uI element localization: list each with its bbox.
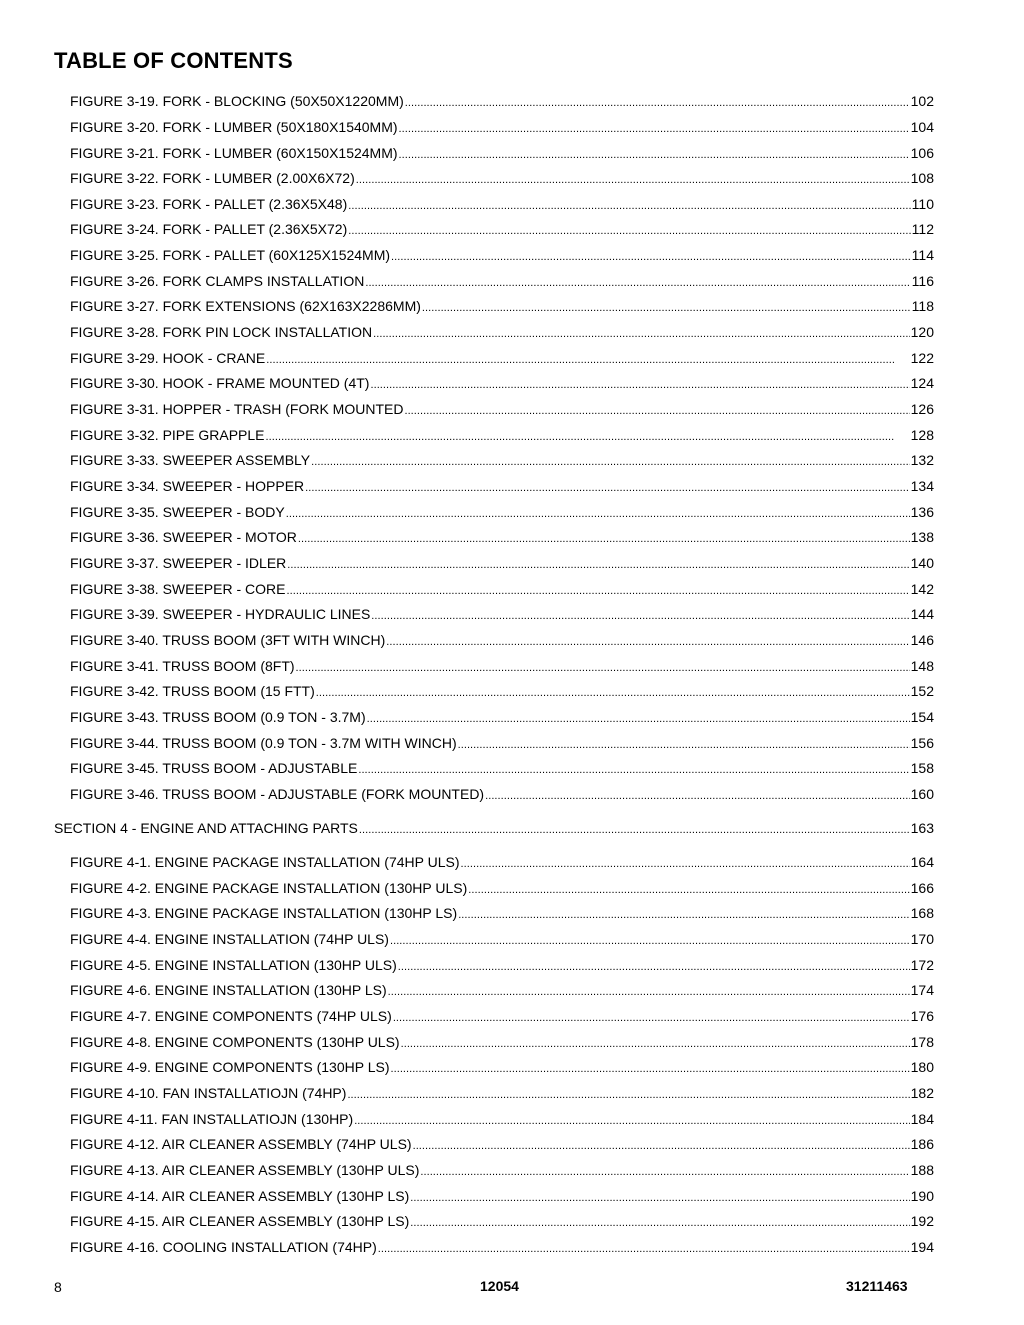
toc-entry-page: 138 [910, 529, 934, 545]
toc-entry[interactable] [70, 657, 934, 677]
toc-entry-page: 180 [910, 1059, 934, 1075]
dot-leader [347, 1086, 909, 1104]
toc-entry-page: 146 [910, 632, 934, 648]
toc-entry-page: 190 [910, 1188, 934, 1204]
toc-entry[interactable] [70, 853, 934, 873]
toc-entry[interactable] [70, 1238, 934, 1258]
toc-entry-page: 134 [910, 478, 934, 494]
dot-leader [286, 505, 910, 523]
page-title: TABLE OF CONTENTS [54, 48, 293, 73]
toc-entry[interactable] [70, 1110, 934, 1130]
dot-leader [266, 351, 909, 369]
toc-entry-page: 124 [910, 375, 934, 391]
toc-entry-page: 158 [910, 760, 934, 776]
toc-entry-page: 172 [910, 957, 934, 973]
toc-entry-label: FIGURE 4-15. AIR CLEANER ASSEMBLY (130HP LS) [70, 1213, 410, 1229]
toc-entry-page: 106 [910, 145, 934, 161]
toc-entry-page: 104 [910, 119, 934, 135]
toc-entry-label: FIGURE 4-6. ENGINE INSTALLATION (130HP LS) [70, 982, 387, 998]
dot-leader [287, 556, 909, 574]
toc-entry-label: FIGURE 4-4. ENGINE INSTALLATION (74HP ULS) [70, 931, 389, 947]
toc-entry-label: FIGURE 4-14. AIR CLEANER ASSEMBLY (130HP LS) [70, 1188, 410, 1204]
toc-entry-page: 156 [910, 735, 934, 751]
dot-leader [485, 787, 910, 805]
toc-entry-label: FIGURE 3-24. FORK - PALLET (2.36X5X72) [70, 221, 348, 237]
dot-leader [401, 1035, 910, 1053]
toc-entry-page: 188 [910, 1162, 934, 1178]
toc-entry[interactable] [70, 451, 934, 471]
dot-leader [393, 1009, 910, 1027]
toc-entry-label: FIGURE 3-25. FORK - PALLET (60X125X1524MM) [70, 247, 391, 263]
dot-leader [370, 376, 909, 394]
dot-leader [388, 983, 910, 1001]
toc-entry-page: 166 [910, 880, 934, 896]
toc-entry[interactable] [70, 981, 934, 1001]
dot-leader [405, 94, 910, 112]
toc-entry-page: 132 [910, 452, 934, 468]
toc-entry[interactable] [70, 956, 934, 976]
toc-entry[interactable] [70, 930, 934, 950]
toc-entry[interactable] [70, 785, 934, 805]
toc-entry-label: FIGURE 3-36. SWEEPER - MOTOR [70, 529, 297, 545]
toc-entry[interactable] [70, 1161, 934, 1181]
toc-entry[interactable] [70, 682, 934, 702]
dot-leader [390, 1060, 909, 1078]
dot-leader [410, 1189, 909, 1207]
toc-entry[interactable] [70, 1033, 934, 1053]
toc-entry[interactable] [70, 297, 934, 317]
dot-leader [359, 821, 910, 839]
toc-entry[interactable] [70, 708, 934, 728]
toc-entry-label: FIGURE 3-34. SWEEPER - HOPPER [70, 478, 305, 494]
toc-entry-label: FIGURE 4-11. FAN INSTALLATIOJN (130HP) [70, 1111, 354, 1127]
toc-entry-label: FIGURE 3-21. FORK - LUMBER (60X150X1524MM) [70, 145, 398, 161]
toc-entry-label: FIGURE 4-8. ENGINE COMPONENTS (130HP ULS) [70, 1034, 400, 1050]
toc-entry-label: FIGURE 4-9. ENGINE COMPONENTS (130HP LS) [70, 1059, 390, 1075]
dot-leader [354, 1112, 909, 1130]
toc-entry-page: 192 [910, 1213, 934, 1229]
toc-entry[interactable] [70, 503, 934, 523]
toc-section-entry[interactable] [54, 819, 934, 839]
dot-leader [298, 530, 910, 548]
toc-entry-page: 140 [910, 555, 934, 571]
toc-entry-label: FIGURE 3-32. PIPE GRAPPLE [70, 427, 265, 443]
dot-leader [391, 248, 911, 266]
toc-entry-page: 122 [910, 350, 934, 366]
toc-entry[interactable] [70, 605, 934, 625]
toc-entry[interactable] [70, 220, 934, 240]
toc-entry[interactable] [70, 144, 934, 164]
toc-entry-label: FIGURE 3-22. FORK - LUMBER (2.00X6X72) [70, 170, 355, 186]
toc-entry[interactable] [70, 374, 934, 394]
dot-leader [458, 906, 909, 924]
toc-entry-page: 160 [910, 786, 934, 802]
toc-entry-page: 184 [910, 1111, 934, 1127]
dot-leader [461, 855, 910, 873]
toc-entry-label: FIGURE 3-40. TRUSS BOOM (3FT WITH WINCH) [70, 632, 386, 648]
toc-entry[interactable] [70, 554, 934, 574]
dot-leader [286, 582, 909, 600]
toc-entry-label: FIGURE 3-20. FORK - LUMBER (50X180X1540MM) [70, 119, 398, 135]
toc-entry-page: 194 [910, 1239, 934, 1255]
dot-leader [266, 428, 910, 446]
toc-entry[interactable] [70, 169, 934, 189]
dot-leader [373, 325, 910, 343]
toc-entry[interactable] [70, 904, 934, 924]
dot-leader [399, 146, 910, 164]
dot-leader [410, 1214, 909, 1232]
dot-leader [316, 684, 910, 702]
dot-leader [365, 274, 910, 292]
toc-entry-label: FIGURE 3-33. SWEEPER ASSEMBLY [70, 452, 311, 468]
dot-leader [468, 881, 909, 899]
toc-entry[interactable] [70, 1007, 934, 1027]
toc-entry-page: 176 [910, 1008, 934, 1024]
toc-entry-page: 148 [910, 658, 934, 674]
dot-leader [458, 736, 910, 754]
dot-leader [386, 633, 909, 651]
toc-entry[interactable] [70, 734, 934, 754]
toc-entry-label: FIGURE 3-41. TRUSS BOOM (8FT) [70, 658, 295, 674]
toc-entry-page: 163 [910, 820, 934, 836]
toc-entry-page: 120 [910, 324, 934, 340]
dot-leader [296, 659, 910, 677]
toc-entry-page: 110 [911, 196, 934, 212]
toc-entry-label: FIGURE 4-2. ENGINE PACKAGE INSTALLATION (130HP ULS) [70, 880, 468, 896]
dot-leader [348, 197, 910, 215]
dot-leader [399, 120, 910, 138]
toc-entry-label: FIGURE 3-43. TRUSS BOOM (0.9 TON - 3.7M) [70, 709, 366, 725]
toc-entry-label: FIGURE 3-23. FORK - PALLET (2.36X5X48) [70, 196, 348, 212]
dot-leader [422, 299, 911, 317]
toc-entry-label: FIGURE 3-19. FORK - BLOCKING (50X50X1220MM) [70, 93, 404, 109]
toc-entry-label: FIGURE 3-31. HOPPER - TRASH (FORK MOUNTED [70, 401, 404, 417]
toc-entry[interactable] [70, 1212, 934, 1232]
dot-leader [371, 607, 909, 625]
toc-entry-page: 186 [910, 1136, 934, 1152]
toc-entry-page: 178 [910, 1034, 934, 1050]
toc-entry-label: FIGURE 4-7. ENGINE COMPONENTS (74HP ULS) [70, 1008, 392, 1024]
toc-entry-label: FIGURE 4-13. AIR CLEANER ASSEMBLY (130HP ULS) [70, 1162, 420, 1178]
dot-leader [404, 402, 909, 420]
dot-leader [378, 1240, 910, 1258]
toc-entry[interactable] [70, 92, 934, 112]
toc-entry-page: 144 [910, 606, 934, 622]
toc-entry-page: 152 [910, 683, 934, 699]
toc-entry-label: FIGURE 4-10. FAN INSTALLATIOJN (74HP) [70, 1085, 347, 1101]
toc-entry-label: FIGURE 3-39. SWEEPER - HYDRAULIC LINES [70, 606, 371, 622]
dot-leader [398, 958, 910, 976]
toc-entry-label: FIGURE 4-12. AIR CLEANER ASSEMBLY (74HP ULS) [70, 1136, 412, 1152]
toc-entry-page: 164 [910, 854, 934, 870]
dot-leader [358, 761, 909, 779]
dot-leader [390, 932, 910, 950]
toc-entry-label: FIGURE 3-28. FORK PIN LOCK INSTALLATION [70, 324, 373, 340]
toc-entry-label: FIGURE 3-42. TRUSS BOOM (15 FTT) [70, 683, 315, 699]
toc-entry-page: 136 [910, 504, 934, 520]
toc-entry-page: 170 [910, 931, 934, 947]
toc-entry-label: FIGURE 3-37. SWEEPER - IDLER [70, 555, 287, 571]
footer-code: 12054 [480, 1278, 519, 1294]
toc-entry-label: FIGURE 4-16. COOLING INSTALLATION (74HP) [70, 1239, 377, 1255]
dot-leader [311, 453, 909, 471]
toc-entry[interactable] [70, 759, 934, 779]
toc-entry[interactable] [70, 1084, 934, 1104]
toc-entry[interactable] [70, 349, 934, 369]
toc-entry-label: FIGURE 3-30. HOOK - FRAME MOUNTED (4T) [70, 375, 370, 391]
toc-entry-label: SECTION 4 - ENGINE AND ATTACHING PARTS [54, 820, 358, 836]
toc-entry[interactable] [70, 426, 934, 446]
toc-entry[interactable] [70, 323, 934, 343]
toc-entry-label: FIGURE 3-38. SWEEPER - CORE [70, 581, 286, 597]
toc-entry[interactable] [70, 1058, 934, 1078]
toc-entry-page: 154 [910, 709, 934, 725]
toc-entry-label: FIGURE 4-5. ENGINE INSTALLATION (130HP ULS) [70, 957, 397, 973]
toc-entry-page: 108 [910, 170, 934, 186]
toc-entry-label: FIGURE 4-3. ENGINE PACKAGE INSTALLATION (130HP LS) [70, 905, 458, 921]
toc-entry-page: 116 [911, 273, 934, 289]
toc-entry[interactable] [70, 580, 934, 600]
toc-entry[interactable] [70, 246, 934, 266]
toc-entry-label: FIGURE 3-35. SWEEPER - BODY [70, 504, 285, 520]
footer-page-number: 8 [54, 1279, 62, 1295]
toc-entry-page: 168 [910, 905, 934, 921]
toc-entry[interactable] [70, 477, 934, 497]
toc-entry-page: 182 [910, 1085, 934, 1101]
dot-leader [367, 710, 910, 728]
dot-leader [348, 222, 910, 240]
dot-leader [356, 171, 910, 189]
toc-entry-page: 102 [910, 93, 934, 109]
toc-entry[interactable] [70, 1187, 934, 1207]
dot-leader [420, 1163, 909, 1181]
toc-entry[interactable] [70, 528, 934, 548]
toc-entry-page: 114 [911, 247, 934, 263]
toc-entry-label: FIGURE 3-26. FORK CLAMPS INSTALLATION [70, 273, 365, 289]
dot-leader [305, 479, 909, 497]
footer-doc-number: 31211463 [846, 1278, 908, 1294]
toc-entry[interactable] [70, 272, 934, 292]
toc-entry-page: 112 [911, 221, 934, 237]
toc-entry-label: FIGURE 4-1. ENGINE PACKAGE INSTALLATION (74HP ULS) [70, 854, 460, 870]
toc-entry-label: FIGURE 3-46. TRUSS BOOM - ADJUSTABLE (FORK MOUNTED) [70, 786, 485, 802]
toc-entry-label: FIGURE 3-45. TRUSS BOOM - ADJUSTABLE [70, 760, 358, 776]
toc-entry[interactable] [70, 1135, 934, 1155]
dot-leader [413, 1137, 910, 1155]
toc-entry[interactable] [70, 631, 934, 651]
toc-entry[interactable] [70, 195, 934, 215]
toc-entry-page: 128 [910, 427, 934, 443]
toc-entry-label: FIGURE 3-44. TRUSS BOOM (0.9 TON - 3.7M WITH WINCH) [70, 735, 457, 751]
toc-entry-page: 142 [910, 581, 934, 597]
toc-entry[interactable] [70, 118, 934, 138]
toc-entry-page: 174 [910, 982, 934, 998]
toc-entry-page: 118 [911, 298, 934, 314]
toc-entry[interactable] [70, 400, 934, 420]
toc-entry-label: FIGURE 3-27. FORK EXTENSIONS (62X163X2286MM) [70, 298, 421, 314]
toc-entry-label: FIGURE 3-29. HOOK - CRANE [70, 350, 266, 366]
toc-entry-page: 126 [910, 401, 934, 417]
toc-entry[interactable] [70, 879, 934, 899]
